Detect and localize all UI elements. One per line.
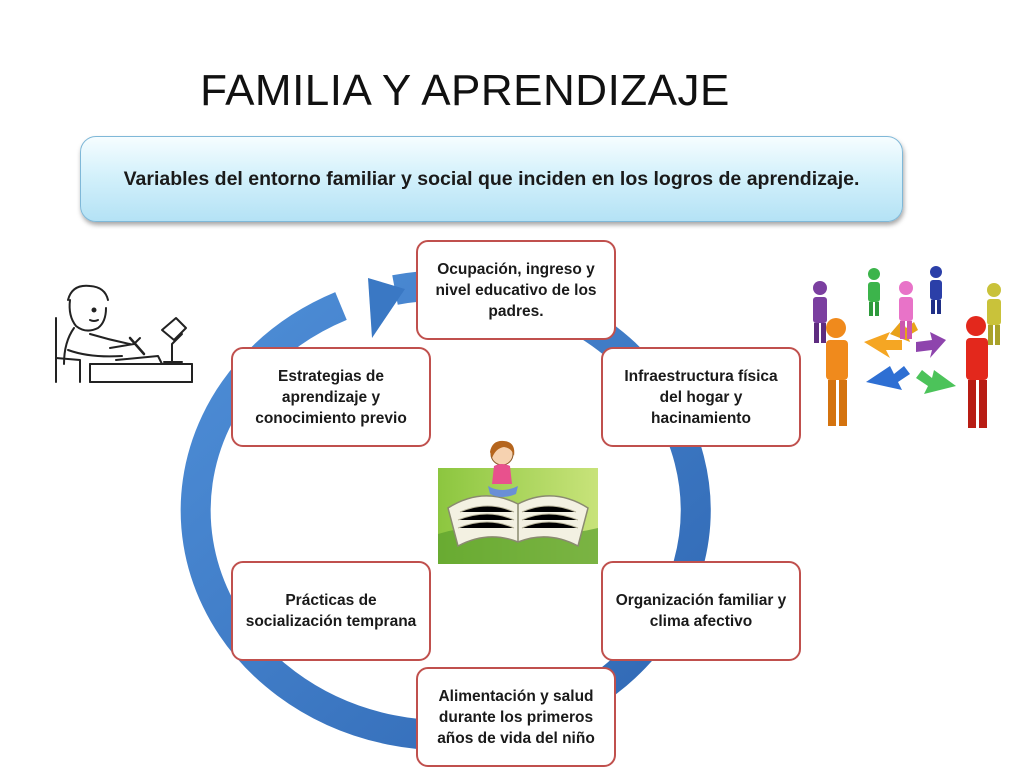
people-network-icon (806, 262, 1016, 438)
node-ocupacion-padres: Ocupación, ingreso y nivel educativo de los padres. (416, 240, 616, 340)
subtitle-text: Variables del entorno familiar y social que inciden en los logros de aprendizaje. (123, 168, 860, 190)
node-organizacion-familiar: Organización familiar y clima afectivo (601, 561, 801, 661)
girl-reading-book-icon (438, 438, 598, 568)
boy-drawing-icon (50, 278, 200, 388)
slide-title: FAMILIA Y APRENDIZAJE (200, 66, 730, 115)
node-infraestructura-hogar: Infraestructura física del hogar y hacinamiento (601, 347, 801, 447)
node-estrategias-aprendizaje: Estrategias de aprendizaje y conocimiento previo (231, 347, 431, 447)
node-alimentacion-salud: Alimentación y salud durante los primeros años de vida del niño (416, 667, 616, 767)
node-practicas-socializacion: Prácticas de socialización temprana (231, 561, 431, 661)
